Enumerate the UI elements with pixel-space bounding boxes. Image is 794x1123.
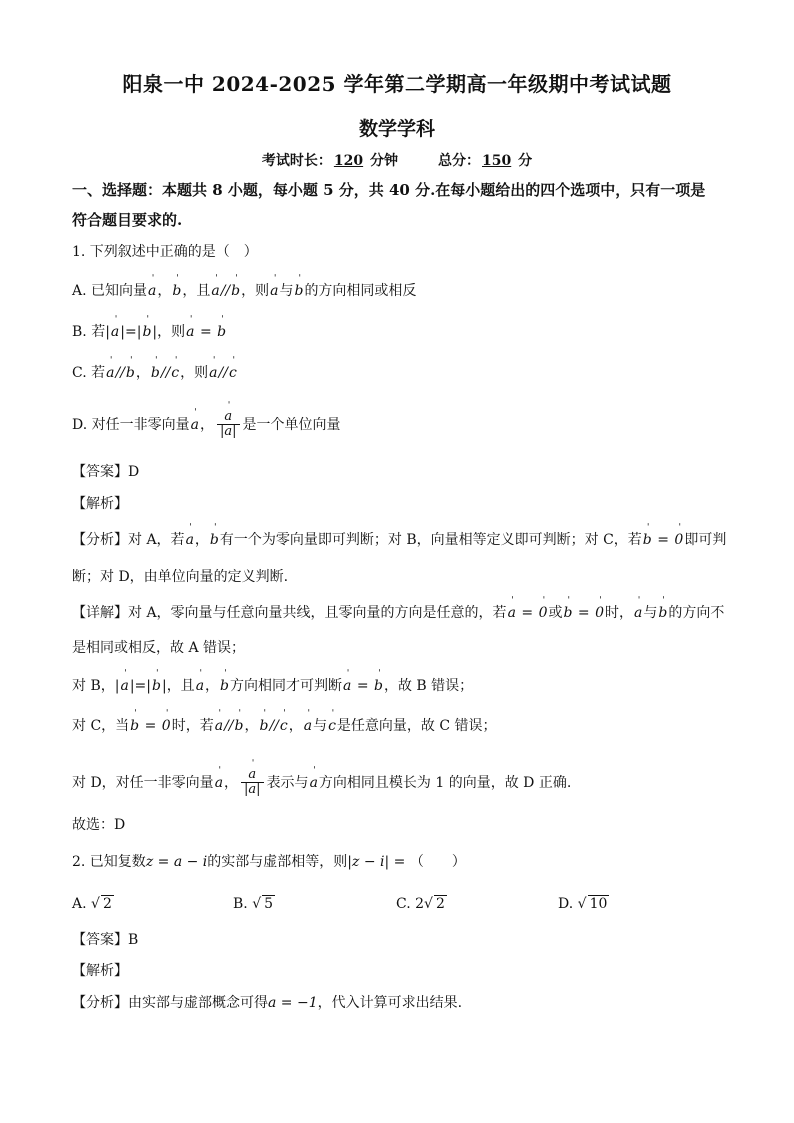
equal-symbol: =: [352, 678, 374, 694]
vector-b: ˈ b: [219, 679, 230, 693]
abs-equal: |=|: [129, 678, 151, 694]
radicand: 2: [435, 896, 445, 912]
sqrt-icon: √ 2: [424, 896, 445, 912]
parallel-symbol: //: [269, 718, 279, 734]
sqrt-icon: √ 2: [91, 896, 112, 912]
text: ，: [205, 678, 220, 694]
text: ，: [194, 532, 209, 548]
vector-b: ˈ b: [125, 366, 136, 380]
vector-b: ˈ b: [230, 284, 241, 298]
text: 时，: [605, 605, 634, 621]
vector-a: ˈ a: [119, 679, 129, 693]
equal-symbol: =: [652, 532, 674, 548]
text: ，且: [182, 283, 211, 299]
fraction-denominator: |a|: [241, 782, 264, 797]
vector-a: ˈ a: [633, 606, 643, 620]
text: B. 若: [72, 324, 106, 340]
q2-fenxi: [72, 996, 462, 1010]
vector-a: ˈ a: [190, 418, 200, 432]
q1-xiangjie-line1: [72, 606, 724, 620]
vector-c: ˈ c: [279, 719, 289, 733]
vector-b: ˈ b: [150, 366, 161, 380]
option-label: B.: [233, 896, 248, 912]
vector-b: ˈ b: [141, 325, 152, 339]
vector-c: ˈ c: [228, 366, 238, 380]
vector-a: ˈ a: [185, 533, 195, 547]
equation: a = −1: [268, 995, 318, 1011]
text: 【分析】由实部与虚部概念可得: [72, 995, 268, 1011]
vector-a: ˈ a: [507, 606, 517, 620]
vector-a: ˈ a: [303, 719, 313, 733]
vector-b: ˈ b: [562, 606, 573, 620]
parallel-symbol: //: [224, 718, 234, 734]
zero-vector: ˈ 0: [161, 719, 172, 733]
sqrt-icon: √ 10: [577, 896, 608, 912]
modulus-expression: |z − i|: [347, 854, 390, 870]
time-unit: 分钟: [370, 153, 398, 169]
exam-title: 阳泉一中 2024-2025 学年第二学期高一年级期中考试试题: [122, 72, 672, 96]
q1-fenxi-line2: 断；对 D，由单位向量的定义判断.: [72, 569, 289, 585]
radicand: 2: [102, 896, 112, 912]
text: ，: [244, 718, 259, 734]
vector-b: ˈ b: [209, 533, 220, 547]
text: ，则: [180, 365, 209, 381]
q1-option-d: [72, 410, 341, 440]
text: 的方向相同或相反: [304, 283, 417, 299]
equal-symbol: =: [573, 605, 595, 621]
vector-a: ˈ a: [208, 366, 218, 380]
vector-b: ˈ b: [234, 719, 245, 733]
vector-c: ˈ c: [327, 719, 337, 733]
q2-option-b: [233, 896, 275, 912]
vector-a: ˈ a: [105, 366, 115, 380]
vector-c: ˈ c: [170, 366, 180, 380]
radicand: 5: [264, 896, 274, 912]
abs-equal: |=|: [120, 324, 142, 340]
exam-subject: 数学学科: [358, 118, 435, 140]
vector-b: ˈ b: [258, 719, 269, 733]
score-unit: 分: [518, 153, 533, 169]
text: 【分析】对 A，若: [72, 532, 185, 548]
vector-b: ˈ b: [657, 606, 668, 620]
option-label: C.: [396, 896, 411, 912]
text: 表示与: [266, 774, 309, 791]
text: ，: [224, 774, 239, 791]
score-label: 总分：: [438, 153, 480, 169]
vector-a: ˈ a: [147, 284, 157, 298]
q2-option-c: [396, 896, 447, 912]
text: C. 若: [72, 365, 106, 381]
fraction-numerator: ˈ a: [245, 768, 259, 782]
text: 的方向不: [668, 605, 725, 621]
text: 时，若: [171, 718, 214, 734]
unit-vector-fraction: [217, 410, 240, 440]
text: ，: [200, 416, 214, 433]
text: ，: [157, 283, 172, 299]
q1-stem: 1. 下列叙述中正确的是（ ）: [72, 244, 258, 260]
vector-b: ˈ b: [642, 533, 653, 547]
vector-b: ˈ b: [151, 679, 162, 693]
q1-xiangjie-line2: 是相同或相反，故 A 错误；: [72, 640, 246, 656]
text: 是一个单位向量: [242, 416, 341, 433]
text: 与: [279, 283, 294, 299]
vector-a: ˈ a: [214, 776, 224, 790]
coefficient: 2: [415, 896, 425, 912]
text: D. 对任一非零向量: [72, 416, 190, 433]
vector-a: ˈ a: [214, 719, 224, 733]
unit-vector-fraction: [241, 768, 264, 798]
text: 【详解】对 A，零向量与任意向量共线，且零向量的方向是任意的，若: [72, 605, 507, 621]
score-value: 150: [482, 153, 512, 169]
parallel-symbol: //: [115, 365, 125, 381]
text: ，: [288, 718, 303, 734]
q1-detail-c: [72, 719, 497, 733]
q2-analysis-label: 【解析】: [72, 963, 128, 979]
text: 或: [548, 605, 563, 621]
equal-symbol: =: [140, 718, 161, 734]
text: 对 B，: [72, 678, 115, 694]
vector-a: ˈ a: [269, 284, 279, 298]
text: 即可判: [684, 532, 727, 548]
q1-option-b: B. 若|ˈ a|=|ˈ b|，则ˈ a = ˈ b: [72, 325, 227, 339]
option-label: D.: [558, 896, 574, 912]
zero-vector: ˈ 0: [594, 606, 605, 620]
parallel-symbol: //: [220, 283, 231, 299]
q1-fenxi-line1: [72, 533, 726, 547]
zero-vector: ˈ 0: [673, 533, 684, 547]
q1-option-c: [72, 366, 238, 380]
parallel-symbol: //: [218, 365, 228, 381]
q2-option-a: [72, 896, 114, 912]
text: 对 C，当: [72, 718, 130, 734]
vector-b: ˈ b: [293, 284, 304, 298]
text: 有一个为零向量即可判断；对 B，向量相等定义即可判断；对 C，若: [219, 532, 642, 548]
text: ，则: [157, 324, 186, 340]
section-heading-line2: 符合题目要求的.: [72, 211, 183, 229]
text: 对 D，对任一非零向量: [72, 774, 214, 791]
fraction-numerator: ˈ a: [221, 410, 235, 424]
time-label: 考试时长：: [261, 153, 332, 169]
equal-symbol: =: [516, 605, 538, 621]
fraction-denominator: |a|: [217, 424, 240, 439]
option-label: A.: [72, 896, 87, 912]
text: 是任意向量，故 C 错误；: [336, 718, 497, 734]
radicand: 10: [589, 896, 608, 912]
text: 方向相同才可判断: [230, 678, 343, 694]
parallel-symbol: //: [160, 365, 171, 381]
vector-a: ˈ a: [110, 325, 120, 339]
vector-b: ˈ b: [129, 719, 140, 733]
exam-meta: [0, 150, 794, 170]
zero-vector: ˈ 0: [538, 606, 549, 620]
q1-analysis-label: 【解析】: [72, 496, 128, 512]
q1-conclusion: 故选：D: [72, 817, 126, 833]
equal-symbol: =: [195, 324, 217, 340]
time-value: 120: [333, 153, 364, 169]
text: ，故 B 错误；: [383, 678, 474, 694]
text: ，则: [241, 283, 270, 299]
vector-a: ˈ a: [210, 284, 220, 298]
q1-detail-b: 对 B，|ˈ a|=|ˈ b|，且ˈ a，ˈ b方向相同才可判断ˈ a = ˈ b，故 B 错误；: [72, 679, 473, 693]
text: 2. 已知复数: [72, 854, 146, 870]
vector-b: ˈ b: [216, 325, 227, 339]
q1-detail-d: [72, 768, 571, 798]
text: ，且: [166, 678, 195, 694]
vector-a: ˈ a: [185, 325, 195, 339]
text: ，代入计算可求出结果.: [317, 995, 463, 1011]
text: 方向相同且模长为 1 的向量，故 D 正确.: [318, 774, 572, 791]
q1-answer: 【答案】D: [72, 464, 140, 480]
complex-expression: z = a − i: [145, 854, 208, 870]
text: 与: [643, 605, 658, 621]
vector-a: ˈ a: [309, 776, 319, 790]
text: A. 已知向量: [72, 283, 148, 299]
q2-answer: 【答案】B: [72, 932, 139, 948]
section-heading-line1: 一、选择题：本题共 8 小题，每小题 5 分，共 40 分.在每小题给出的四个选项中，只有一项是: [72, 181, 706, 199]
text: ，: [135, 365, 150, 381]
sqrt-icon: √ 5: [252, 896, 274, 912]
q2-stem: [72, 855, 466, 869]
q2-option-d: [558, 896, 609, 912]
vector-b: ˈ b: [171, 284, 182, 298]
vector-a: ˈ a: [342, 679, 352, 693]
text: 与: [313, 718, 328, 734]
text: = （ ）: [389, 854, 466, 870]
q1-option-a: [72, 284, 416, 298]
vector-a: ˈ a: [195, 679, 205, 693]
vector-b: ˈ b: [373, 679, 384, 693]
text: 的实部与虚部相等，则: [207, 854, 348, 870]
